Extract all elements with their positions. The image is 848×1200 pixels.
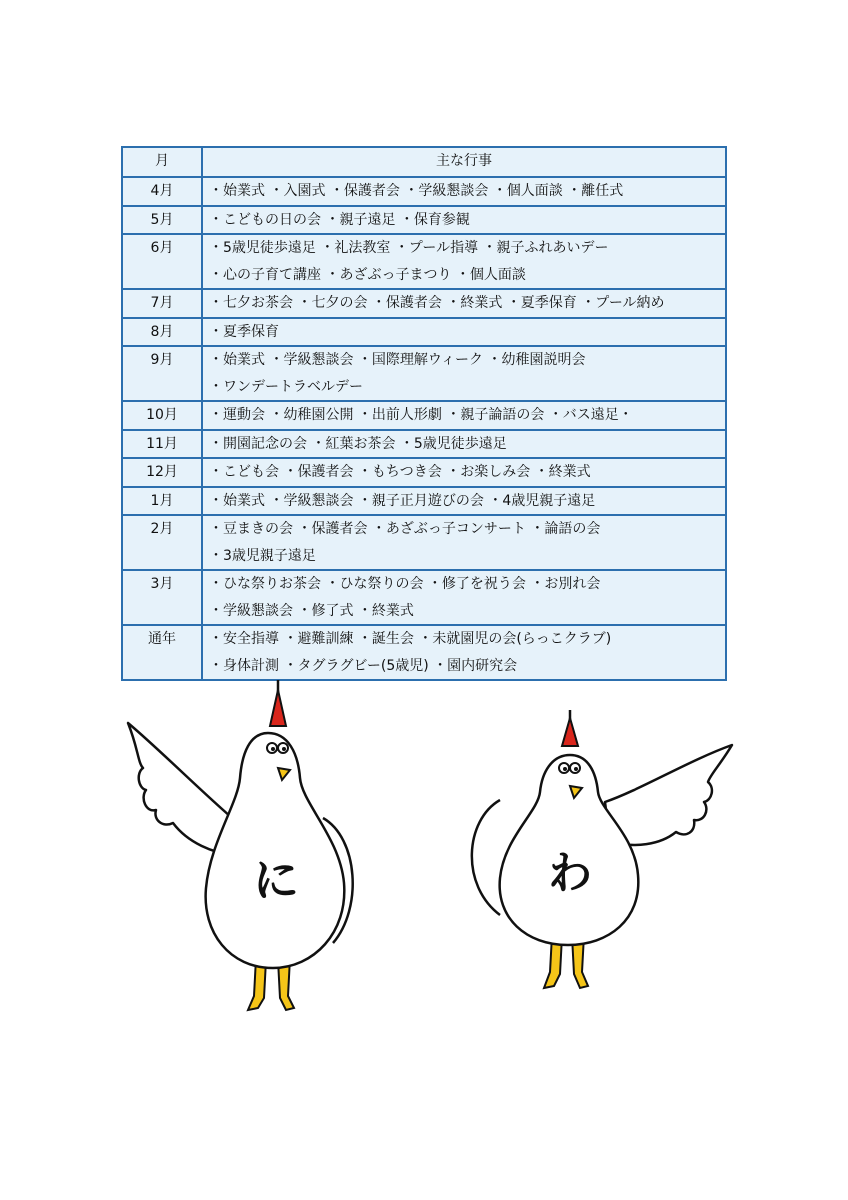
month-cell: 9月 bbox=[122, 346, 202, 401]
chicken-illustrations bbox=[0, 670, 848, 1030]
table-row bbox=[122, 515, 726, 570]
annual-events-table bbox=[121, 146, 727, 681]
events-cell bbox=[202, 177, 726, 206]
right-chicken-wing bbox=[605, 745, 732, 845]
events-cell bbox=[202, 318, 726, 347]
events-cell bbox=[202, 206, 726, 235]
month-cell: 10月 bbox=[122, 401, 202, 430]
month-cell: 3月 bbox=[122, 570, 202, 625]
events-cell bbox=[202, 430, 726, 459]
table-row bbox=[122, 458, 726, 487]
table-row bbox=[122, 346, 726, 401]
month-cell: 11月 bbox=[122, 430, 202, 459]
event-line: ・安全指導 ・避難訓練 ・誕生会 ・未就園児の会(らっこクラブ) bbox=[209, 631, 612, 647]
table-row bbox=[122, 430, 726, 459]
events-header: 主な行事 bbox=[202, 147, 726, 177]
month-cell: 通年 bbox=[122, 625, 202, 680]
month-cell: 1月 bbox=[122, 487, 202, 516]
month-cell: 7月 bbox=[122, 289, 202, 318]
events-cell bbox=[202, 234, 726, 289]
right-chicken-comb bbox=[562, 718, 578, 746]
table-row bbox=[122, 487, 726, 516]
event-line: ・夏季保育 bbox=[209, 323, 279, 340]
event-line: ・始業式 ・入園式 ・保護者会 ・学級懇談会 ・個人面談 ・離任式 bbox=[209, 183, 624, 199]
event-line: ・ワンデートラベルデー bbox=[209, 378, 363, 395]
table-row bbox=[122, 177, 726, 206]
left-chicken-comb bbox=[270, 690, 286, 726]
event-line: ・5歳児徒歩遠足 ・礼法教室 ・プール指導 ・親子ふれあいデー bbox=[209, 240, 609, 256]
right-chicken-illustration bbox=[460, 710, 740, 1010]
events-cell bbox=[202, 458, 726, 487]
events-cell bbox=[202, 289, 726, 318]
events-cell bbox=[202, 515, 726, 570]
event-line: ・こども会 ・保護者会 ・もちつき会 ・お楽しみ会 ・終業式 bbox=[209, 464, 591, 480]
month-cell: 12月 bbox=[122, 458, 202, 487]
month-cell: 5月 bbox=[122, 206, 202, 235]
event-line: ・心の子育て講座 ・あざぶっ子まつり ・個人面談 bbox=[209, 266, 526, 283]
month-cell: 4月 bbox=[122, 177, 202, 206]
table-row bbox=[122, 234, 726, 289]
table-row bbox=[122, 206, 726, 235]
events-cell bbox=[202, 346, 726, 401]
table-row bbox=[122, 570, 726, 625]
event-line: ・学級懇談会 ・修了式 ・終業式 bbox=[209, 602, 414, 619]
event-line: ・開園記念の会 ・紅葉お茶会 ・5歳児徒歩遠足 bbox=[209, 435, 507, 452]
month-cell: 6月 bbox=[122, 234, 202, 289]
event-line: ・運動会 ・幼稚園公開 ・出前人形劇 ・親子論語の会 ・バス遠足・ bbox=[209, 407, 633, 423]
table-body bbox=[122, 177, 726, 680]
event-line: ・豆まきの会 ・保護者会 ・あざぶっ子コンサート ・論語の会 bbox=[209, 521, 601, 537]
month-cell: 2月 bbox=[122, 515, 202, 570]
month-cell: 8月 bbox=[122, 318, 202, 347]
event-line: ・身体計測 ・タグラグビー(5歳児) ・園内研究会 bbox=[209, 657, 518, 674]
event-line: ・始業式 ・学級懇談会 ・国際理解ウィーク ・幼稚園説明会 bbox=[209, 352, 586, 368]
month-header: 月 bbox=[122, 147, 202, 177]
table-row bbox=[122, 401, 726, 430]
event-line: ・こどもの日の会 ・親子遠足 ・保育参観 bbox=[209, 211, 470, 228]
left-chicken-character: に bbox=[253, 853, 299, 907]
event-line: ・始業式 ・学級懇談会 ・親子正月遊びの会 ・4歳児親子遠足 bbox=[209, 492, 596, 509]
table-header-row bbox=[122, 147, 726, 177]
event-line: ・3歳児親子遠足 bbox=[209, 547, 316, 564]
events-cell bbox=[202, 401, 726, 430]
events-cell bbox=[202, 570, 726, 625]
left-chicken-illustration bbox=[118, 678, 368, 1018]
table-row bbox=[122, 318, 726, 347]
events-cell bbox=[202, 487, 726, 516]
event-line: ・七夕お茶会 ・七夕の会 ・保護者会 ・終業式 ・夏季保育 ・プール納め bbox=[209, 295, 665, 311]
event-line: ・ひな祭りお茶会 ・ひな祭りの会 ・修了を祝う会 ・お別れ会 bbox=[209, 576, 601, 592]
right-chicken-character: わ bbox=[548, 848, 592, 899]
table-row bbox=[122, 289, 726, 318]
